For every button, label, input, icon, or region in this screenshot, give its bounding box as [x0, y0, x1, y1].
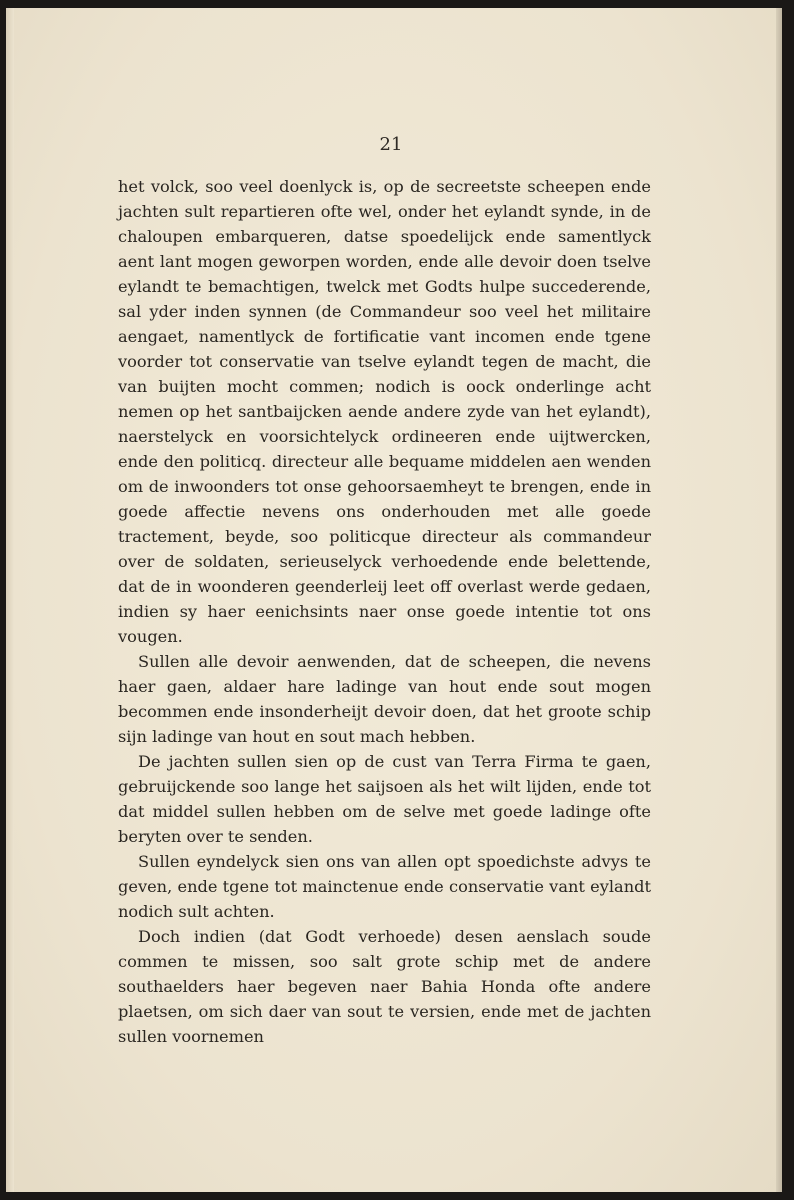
book-page — [6, 8, 776, 1192]
paragraph-4: Sullen eyndelyck sien ons van allen opt spoedichste advys te geven, ende tgene tot mainctenue ende conservatie vant eylandt nodich sult achten. — [118, 852, 651, 921]
paragraph-2: Sullen alle devoir aenwenden, dat de scheepen, die nevens haer gaen, aldaer hare ladinge van hout ende sout mogen becommen ende insonderheijt devoir doen, dat het groote schip sijn ladinge van hout en sout mach hebben. — [118, 652, 651, 746]
page-edge — [776, 8, 782, 1192]
body-text — [118, 174, 651, 1049]
paragraph-5: Doch indien (dat Godt verhoede) desen aenslach soude commen te missen, soo salt grote schip met de andere southaelders haer begeven naer Bahia Honda ofte andere plaetsen, om sich daer van sout te versien, ende met de jachten sullen voornemen — [118, 927, 651, 1046]
page-gutter — [6, 8, 14, 1192]
paragraph-3: De jachten sullen sien op de cust van Terra Firma te gaen, gebruijckende soo lange het saijsoen als het wilt lijden, ende tot dat middel sullen hebben om de selve met goede ladinge ofte beryten over te senden. — [118, 752, 651, 846]
page-number: 21 — [379, 134, 403, 155]
paragraph-1: het volck, soo veel doenlyck is, op de secreetste scheepen ende jachten sult repartieren ofte wel, onder het eylandt synde, in de chaloupen embarqueren, datse spoedelijck ende samentlyck aent lant mogen geworpen worden, ende alle devoir doen tselve eylandt te bemachtigen, twelck met Godts hulpe succederende, sal yder inden synnen (de Commandeur soo veel het militaire aengaet, namentlyck de fortificatie vant incomen ende tgene voorder tot conservatie van tselve eylandt tegen de macht, die van buijten mocht commen; nodich is oock onderlinge acht nemen op het santbaijcken aende andere zyde van het eylandt), naerstelyck en voorsichtelyck ordineeren ende uijtwercken, ende den politicq. directeur alle bequame middelen aen wenden om de inwoonders tot onse gehoorsaemheyt te brengen, ende in goede affectie nevens ons onderhouden met alle goede tractement, beyde, soo politicque directeur als commandeur over de soldaten, serieuselyck verhoedende ende belettende, dat de in woonderen geenderleij leet off overlast werde gedaen, indien sy haer eenichsints naer onse goede intentie tot ons vougen. — [118, 177, 651, 646]
